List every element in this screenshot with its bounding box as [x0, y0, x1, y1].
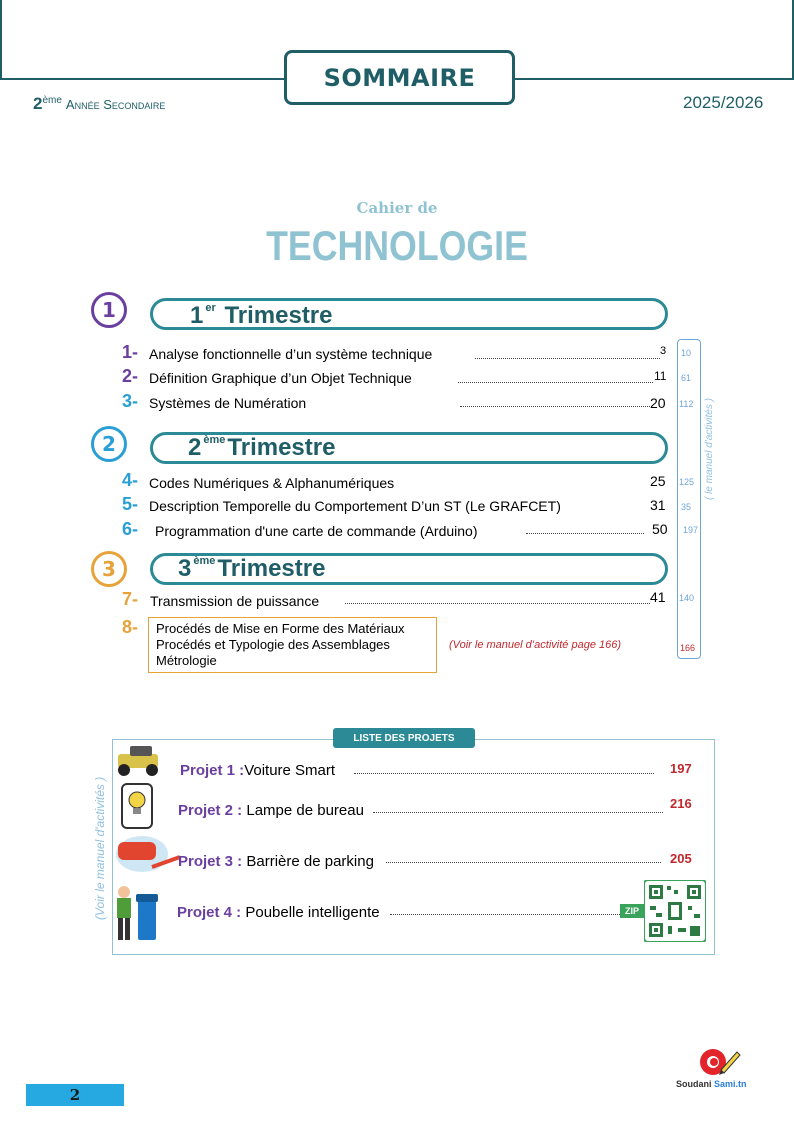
entry-1-page: 3 — [660, 345, 667, 357]
entry-4-activity-page: 125 — [679, 477, 695, 487]
project-2-name: Lampe de bureau — [242, 802, 364, 819]
entry-5-title: Description Temporelle du Comportement D’un ST (Le GRAFCET) — [149, 498, 561, 514]
project-2-page: 216 — [670, 796, 692, 811]
zip-tag: ZIP — [620, 904, 644, 918]
entry-6-title: Programmation d'une carte de commande (Arduino) — [155, 523, 478, 539]
entry-2-activity-page: 61 — [681, 373, 692, 383]
entry-8-number: 8- — [122, 617, 139, 637]
entry-2-title: Définition Graphique d’un Objet Technique — [149, 370, 412, 386]
entry-6-number: 6- — [122, 519, 139, 539]
trimester-1-sup: er — [205, 302, 216, 314]
project-1-page: 197 — [670, 761, 692, 776]
entry-4-title: Codes Numériques & Alphanumériques — [149, 475, 395, 491]
entry-5-activity-page: 35 — [681, 502, 692, 512]
project-3-name: Barrière de parking — [242, 853, 374, 870]
project-3 — [178, 851, 374, 870]
entry-6-leader — [526, 533, 644, 534]
logo-text — [676, 1079, 747, 1089]
entry-7-leader — [345, 603, 650, 604]
entry-2-number: 2- — [122, 366, 139, 386]
trimester-1-circle: 1 — [91, 292, 127, 328]
grade-number: 2 — [33, 94, 43, 113]
trimester-3-num: 3 — [178, 555, 192, 582]
trimester-1-heading — [190, 302, 333, 330]
trimester-2-label: Trimestre — [227, 434, 336, 461]
project-illustrations — [112, 742, 182, 950]
project-3-page: 205 — [670, 851, 692, 866]
entry-8-line-1: Procédés de Mise en Forme des Matériaux — [156, 621, 405, 636]
project-1-name: Voiture Smart — [244, 762, 336, 779]
entry-1-leader — [475, 358, 660, 359]
entry-1-title: Analyse fonctionnelle d’un système technique — [149, 346, 433, 362]
trimester-2-heading — [188, 434, 335, 462]
page-title-tab — [284, 50, 515, 105]
trimester-2-circle: 2 — [91, 426, 127, 462]
entry-3-page: 20 — [650, 395, 666, 411]
qr-code-icon[interactable] — [644, 880, 706, 942]
school-year: 2025/2026 — [683, 93, 764, 112]
page-number: 2 — [69, 1086, 81, 1104]
projects-side-label: (Voir le manuel d'activités ) — [93, 776, 107, 920]
car-robot-icon — [118, 746, 158, 776]
project-1 — [180, 760, 335, 779]
project-4 — [177, 902, 380, 921]
entry-2-leader — [458, 382, 653, 383]
activity-column-label: ( le manuel d'activités ) — [704, 398, 715, 500]
entry-7-title: Transmission de puissance — [150, 593, 320, 609]
entry-7-activity-page: 140 — [679, 593, 695, 603]
entry-2-page: 11 — [654, 369, 667, 383]
projects-banner — [333, 728, 475, 748]
grade-sup: ème — [42, 95, 62, 106]
entry-3-number: 3- — [122, 391, 139, 411]
entry-6-page: 50 — [652, 521, 668, 537]
project-1-label: Projet 1 : — [180, 762, 245, 779]
entry-4-number: 4- — [122, 470, 139, 490]
entry-7-number: 7- — [122, 589, 139, 609]
project-3-leader — [386, 862, 661, 863]
project-3-label: Projet 3 : — [178, 853, 243, 870]
grade-text: Année Secondaire — [65, 97, 166, 112]
cover-title: TECHNOLOGIE — [266, 222, 528, 269]
entry-5-page: 31 — [650, 497, 666, 513]
project-4-name: Poubelle intelligente — [241, 904, 380, 921]
trimester-1-label: Trimestre — [224, 302, 333, 329]
trimester-2-sup: ème — [203, 434, 226, 446]
activity-column-box — [677, 339, 701, 659]
project-2-leader — [373, 812, 663, 813]
parking-barrier-icon — [116, 836, 180, 872]
entry-3-title: Systèmes de Numération — [149, 395, 307, 411]
project-4-leader — [390, 914, 620, 915]
entry-3-leader — [460, 406, 650, 407]
entry-1-number: 1- — [122, 342, 139, 362]
page-title: SOMMAIRE — [323, 63, 476, 92]
entry-6-activity-page: 197 — [683, 525, 699, 535]
trimester-1-num: 1 — [190, 302, 204, 329]
grade-label — [33, 94, 165, 114]
entry-8-line-3: Métrologie — [156, 653, 217, 668]
trimester-2-num: 2 — [188, 434, 202, 461]
entry-4-page: 25 — [650, 473, 666, 489]
trimester-3-circle: 3 — [91, 551, 127, 587]
lamp-phone-icon — [122, 784, 152, 828]
trimester-3-sup: ème — [193, 555, 216, 567]
project-1-leader — [354, 773, 654, 774]
entry-8-note: (Voir le manuel d’activité page 166) — [449, 639, 622, 651]
smart-bin-icon — [117, 886, 158, 940]
entry-3-activity-page: 112 — [679, 399, 694, 409]
trimester-3-label: Trimestre — [217, 555, 326, 582]
project-2 — [178, 800, 364, 819]
page-number-bar — [26, 1084, 124, 1106]
project-2-label: Projet 2 : — [178, 802, 243, 819]
entry-1-activity-page: 10 — [681, 348, 692, 358]
logo-text-b: Sami.tn — [714, 1079, 747, 1089]
logo-icon — [697, 1044, 741, 1080]
projects-banner-text: LISTE DES PROJETS — [353, 732, 455, 744]
entry-5-number: 5- — [122, 494, 139, 514]
logo-text-a: Soudani — [676, 1079, 714, 1089]
cover-subtitle: Cahier de — [356, 199, 438, 217]
entry-8-activity-page: 166 — [680, 643, 696, 653]
entry-7-page: 41 — [650, 589, 666, 605]
project-4-label: Projet 4 : — [177, 904, 242, 921]
trimester-3-heading — [178, 555, 325, 583]
entry-8-line-2: Procédés et Typologie des Assemblages — [156, 637, 390, 652]
